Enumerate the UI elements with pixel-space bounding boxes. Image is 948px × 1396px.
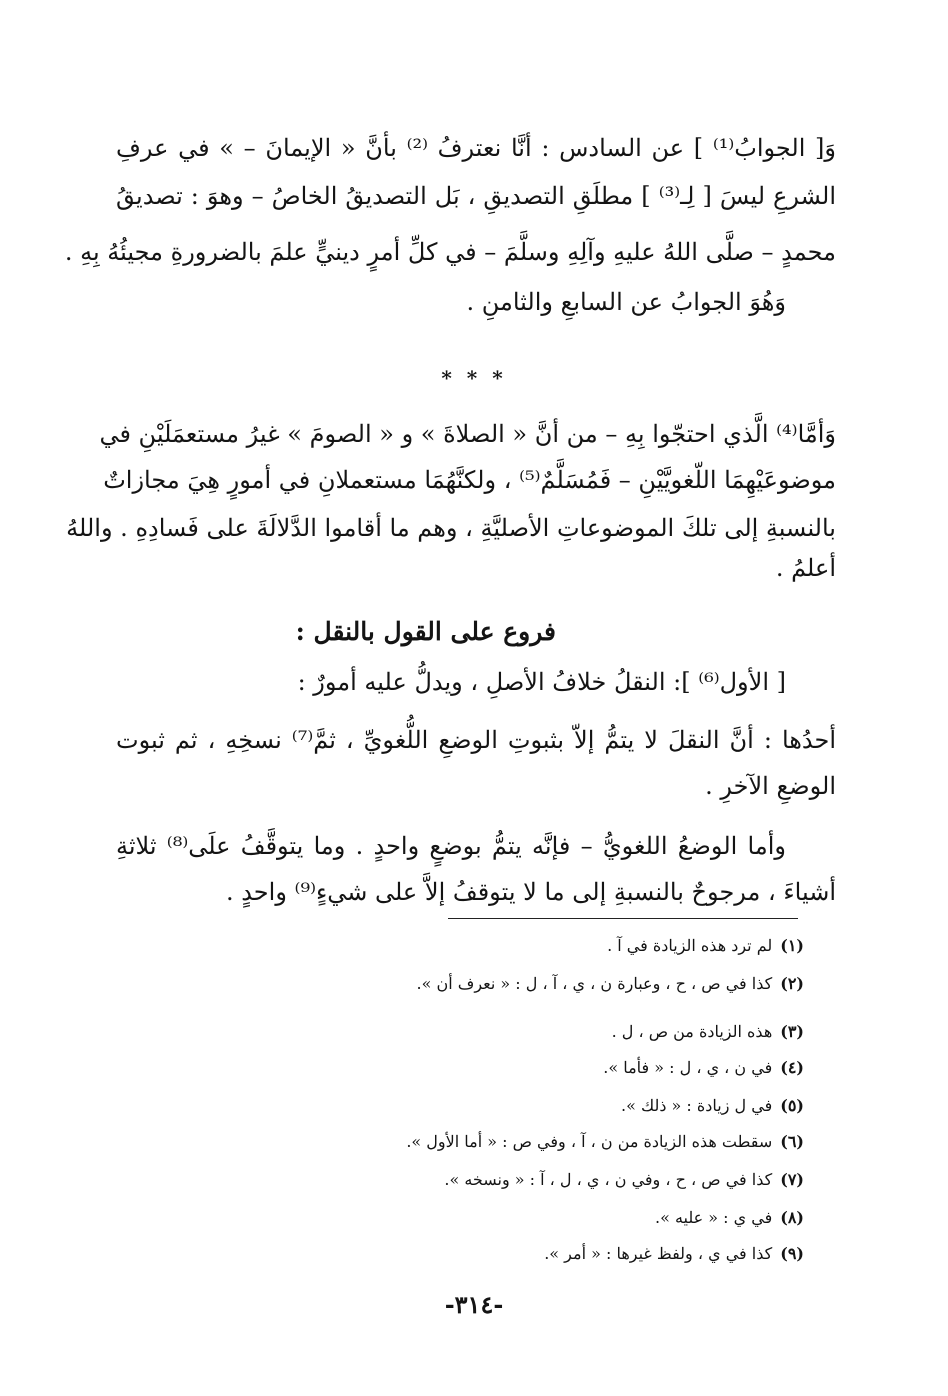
footnote-9 xyxy=(544,1242,804,1266)
paragraph-4-line-1: [ الأول⁽⁶⁾ ]: النقلُ خلافُ الأصلِ ، ويدلُّ عليه أمورٌ : xyxy=(297,668,786,696)
page-number: -٣١٤- xyxy=(444,1290,504,1319)
footnote-3 xyxy=(612,1020,804,1044)
footnote-4 xyxy=(603,1056,804,1080)
footnote-number: (٧) xyxy=(780,1170,804,1189)
footnote-number: (٦) xyxy=(780,1132,804,1151)
footnote-6 xyxy=(406,1130,804,1154)
paragraph-6-line-1: وأما الوضعُ اللغويُّ – فإنَّه يتمُّ بوضعٍ واحدٍ . وما يتوقَّفُ علَى⁽⁸⁾ ثلاثةِ xyxy=(116,832,786,860)
paragraph-6-line-2: أشياءَ ، مرجوحٌ بالنسبةِ إلى ما لا يتوقفُ إلاَّ على شيءٍ⁽⁹⁾ واحدٍ . xyxy=(225,878,836,906)
section-heading: فروع على القول بالنقل : xyxy=(295,617,556,646)
footnote-divider xyxy=(448,918,798,919)
footnote-text: في ل زيادة : « ذلك ». xyxy=(621,1096,773,1115)
paragraph-1-line-2: الشرعِ ليسَ [ لِـ⁽³⁾ ] مطلَقِ التصديقِ ، بَل التصديقُ الخاصُ – وهوَ : تصديقُ xyxy=(116,182,836,210)
footnote-text: كذا في ص ، ح ، وفي ن ، ي ، ل ، آ : « ونسخه ». xyxy=(444,1170,773,1189)
footnote-number: (٤) xyxy=(780,1058,804,1077)
footnote-number: (٨) xyxy=(780,1208,804,1227)
footnote-text: في ن ، ي ، ل : « فأما ». xyxy=(603,1058,773,1077)
paragraph-1-line-3: محمدٍ – صلَّى اللهُ عليهِ وآلِهِ وسلَّمَ – في كلِّ أمرٍ دينيٍّ علمَ بالضرورةِ مجيئُهُ بِهِ . xyxy=(64,238,836,266)
footnote-number: (٣) xyxy=(780,1022,804,1041)
paragraph-3-line-4: أعلمُ . xyxy=(775,554,836,582)
footnote-text: في ي : « عليه ». xyxy=(655,1208,773,1227)
paragraph-5-line-2: الوضعِ الآخرِ . xyxy=(705,772,836,800)
footnote-text: سقطت هذه الزيادة من ن ، آ ، وفي ص : « أما الأول ». xyxy=(406,1132,773,1151)
footnote-7 xyxy=(444,1168,804,1192)
footnote-1 xyxy=(607,934,804,958)
footnote-text: لم ترد هذه الزيادة في آ . xyxy=(607,936,773,955)
footnote-text: كذا في ي ، ولفظ غيرها : « أمر ». xyxy=(544,1244,773,1263)
paragraph-2-line-1: وَهُوَ الجوابُ عن السابعِ والثامنِ . xyxy=(466,288,786,316)
paragraph-3-line-3: بالنسبةِ إلى تلكَ الموضوعاتِ الأصليَّةِ ، وهم ما أقاموا الدَّلالَةَ على فَسادِهِ . واللهُ xyxy=(66,514,836,542)
footnote-number: (٢) xyxy=(780,974,804,993)
paragraph-5-line-1: أحدُها : أنَّ النقلَ لا يتمُّ إلاّ بثبوتِ الوضعِ اللُّغويِّ ، ثمَّ⁽⁷⁾ نسخِهِ ، ثم ثبوت xyxy=(116,726,837,754)
paragraph-1-line-1: وَ[ الجوابُ⁽¹⁾ ] عن السادس : أنَّا نعترفُ ⁽²⁾ بأنَّ « الإيمانَ – » في عرفِ xyxy=(116,134,837,162)
footnote-8 xyxy=(655,1206,804,1230)
paragraph-3-line-1: وَأمَّا⁽⁴⁾ الَّذي احتجّوا بِهِ – من أنَّ « الصلاةَ » و « الصومَ » غيرُ مستعمَلَيْنِ في xyxy=(99,420,836,448)
paragraph-3-line-2: موضوعَيْهِمَا اللّغويَّيْنِ – فَمُسَلَّمٌ⁽⁵⁾ ، ولكنَّهُمَا مستعملانِ في أمورٍ هِيَ مجازاتٌ xyxy=(103,466,836,494)
footnote-5 xyxy=(621,1094,804,1118)
footnote-text: كذا في ص ، ح ، وعبارة ن ، ي ، آ ، ل : « نعرف أن ». xyxy=(416,974,773,993)
footnote-2 xyxy=(417,972,805,996)
section-separator: * * * xyxy=(441,366,507,390)
footnote-number: (٥) xyxy=(780,1096,804,1115)
footnote-number: (٩) xyxy=(780,1244,804,1263)
footnote-number: (١) xyxy=(780,936,804,955)
footnote-text: هذه الزيادة من ص ، ل . xyxy=(611,1022,773,1041)
